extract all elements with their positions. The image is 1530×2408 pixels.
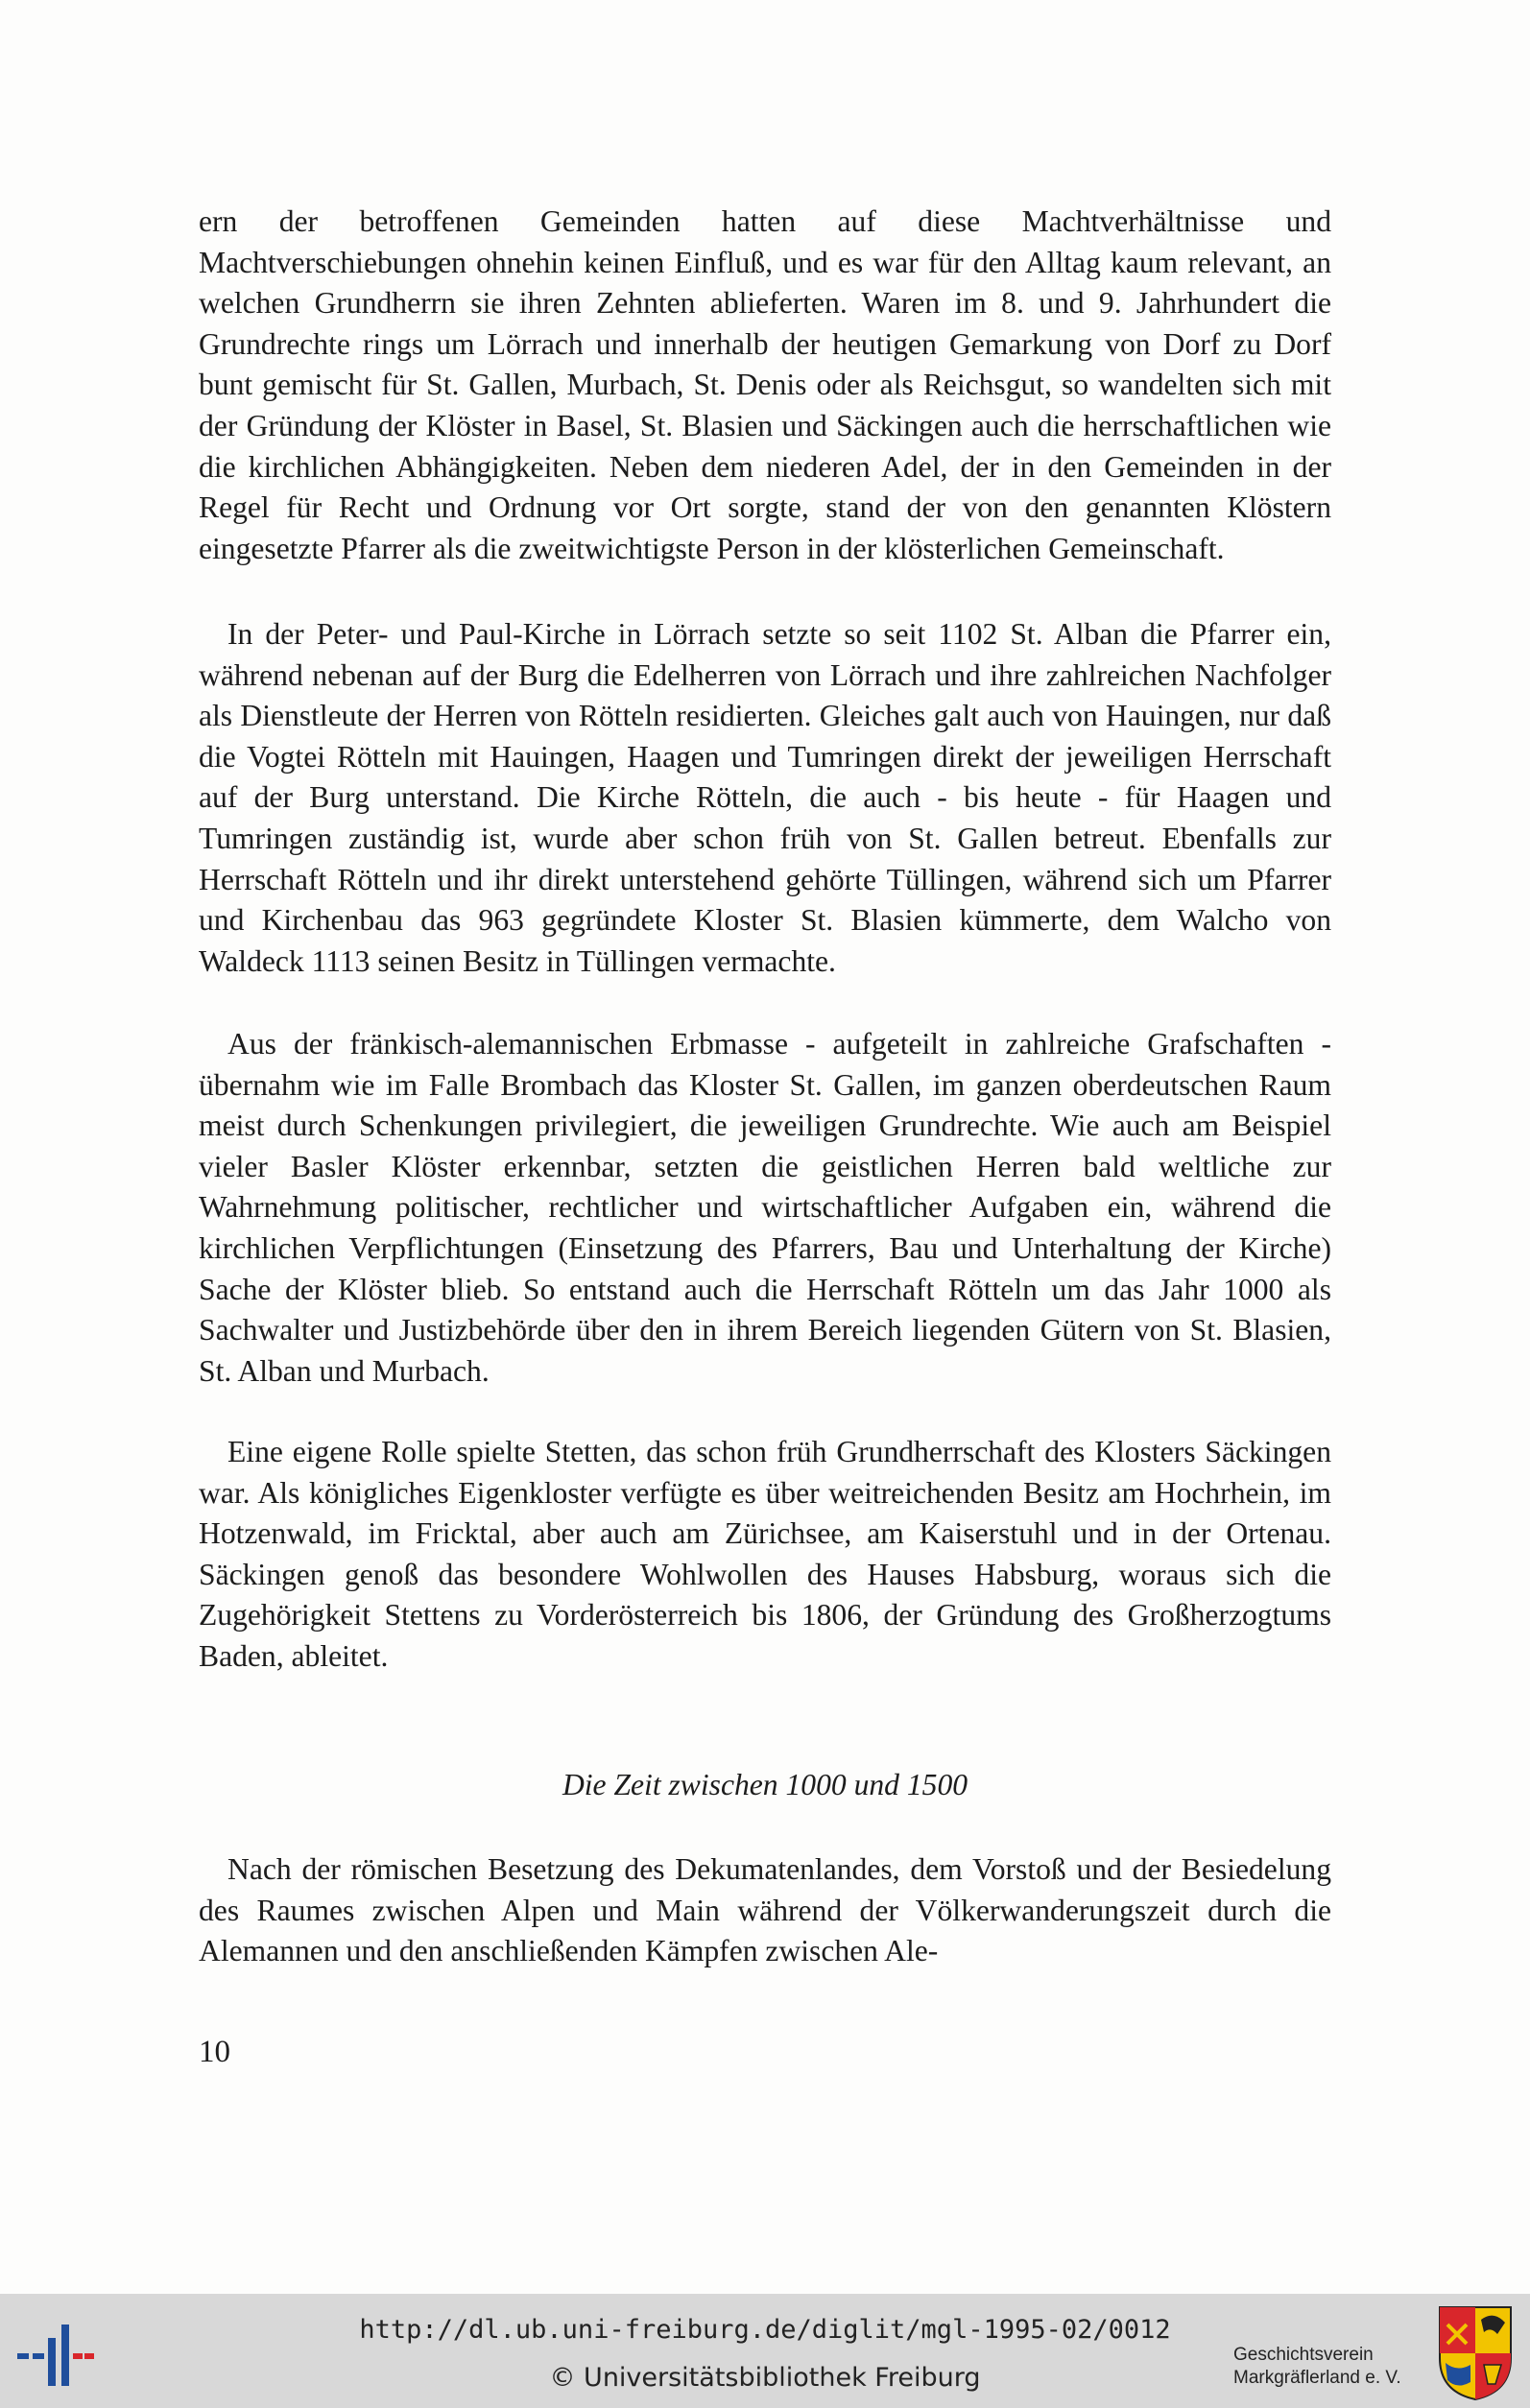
society-name-line1: Geschichtsverein	[1233, 2345, 1374, 2365]
society-name	[1233, 2344, 1401, 2390]
paragraph-5: Nach der römischen Besetzung des Dekumatenlandes, dem Vorstoß und der Besiedelung des Raumes zwischen Alpen und Main während der Völkerwanderungszeit durch die Alemannen und den anschließenden Kämpfen zwischen Ale-	[199, 1852, 1331, 1968]
section-heading: Die Zeit zwischen 1000 und 1500	[562, 1768, 968, 1801]
footer-copyright: © Universitätsbibliothek Freiburg	[549, 2363, 981, 2393]
paragraph-3: Aus der fränkisch-alemannischen Erbmasse - aufgeteilt in zahlreiche Grafschaften - übernahm wie im Falle Brombach das Kloster St. Gallen, im ganzen oberdeutschen Raum meist durch Schenkungen privilegiert, die jeweiligen Grundrechte. Wie auch am Beispiel vieler Basler Klöster erkennbar, setzten die geistlichen Herren bald weltliche zur Wahrnehmung politischer, rechtlicher und wirtschaftlicher Aufgaben ein, während die kirchlichen Verpflichtungen (Einsetzung des Pfarrers, Bau und Unterhaltung der Kirche) Sache der Klöster blieb. So entstand auch die Herrschaft Rötteln um das Jahr 1000 als Sachwalter und Justizbehörde über den in ihrem Bereich liegenden Gütern von St. Blasien, St. Alban und Murbach.	[199, 1027, 1331, 1388]
society-name-line2: Markgräflerland e. V.	[1233, 2368, 1401, 2388]
page-number: 10	[199, 2035, 230, 2069]
paragraph-4: Eine eigene Rolle spielte Stetten, das schon früh Grundherrschaft des Klosters Säckingen war. Als königliches Eigenkloster verfügte es über weitreichenden Besitz am Hochrhein, im Hotzenwald, im Fricktal, aber auch am Zürichsee, am Kaiserstuhl und in der Ortenau. Säckingen genoß das besondere Wohlwollen des Hauses Habsburg, woraus sich die Zugehörigkeit Stettens zu Vorderösterreich bis 1806, der Gründung des Großherzogtums Baden, ableitet.	[199, 1435, 1331, 1673]
paragraph-2: In der Peter- und Paul-Kirche in Lörrach setzte so seit 1102 St. Alban die Pfarrer ein, während nebenan auf der Burg die Edelherren von Lörrach und ihre zahlreichen Nachfolger als Dienstleute der Herren von Rötteln residierten. Gleiches galt auch von Hauingen, nur daß die Vogtei Rötteln mit Hauingen, Haagen und Tumringen direkt der jeweiligen Herrschaft auf der Burg unterstand. Die Kirche Rötteln, die auch - bis heute - für Haagen und Tumringen zuständig ist, wurde aber schon früh von St. Gallen betreut. Ebenfalls zur Herrschaft Rötteln und ihr direkt unterstehend gehörte Tüllingen, während sich um Pfarrer und Kirchenbau das 963 gegründete Kloster St. Blasien kümmerte, dem Walcho von Waldeck 1113 seinen Besitz in Tüllingen vermachte.	[199, 617, 1331, 978]
paragraph-1: ern der betroffenen Gemeinden hatten auf diese Machtverhältnisse und Machtverschiebungen ohnehin keinen Einfluß, und es war für den Alltag kaum relevant, an welchen Grundherrn sie ihren Zehnten ablieferten. Waren im 8. und 9. Jahrhundert die Grundrechte rings um Lörrach und innerhalb der heutigen Gemarkung von Dorf zu Dorf bunt gemischt für St. Gallen, Murbach, St. Denis oder als Reichsgut, so wandelten sich mit der Gründung der Klöster in Basel, St. Blasien und Säckingen auch die herrschaftlichen wie die kirchlichen Abhängigkeiten. Neben dem niederen Adel, der in den Gemeinden in der Regel für Recht und Ordnung vor Ort sorgte, stand der von den genannten Klöstern eingesetzte Pfarrer als die zweitwichtigste Person in der klösterlichen Gemeinschaft.	[199, 204, 1331, 565]
coat-of-arms-icon	[1438, 2305, 1513, 2401]
footer-url-link[interactable]: http://dl.ub.uni-freiburg.de/diglit/mgl-1995-02/0012	[359, 2315, 1171, 2345]
footer-bar	[0, 2294, 1530, 2408]
